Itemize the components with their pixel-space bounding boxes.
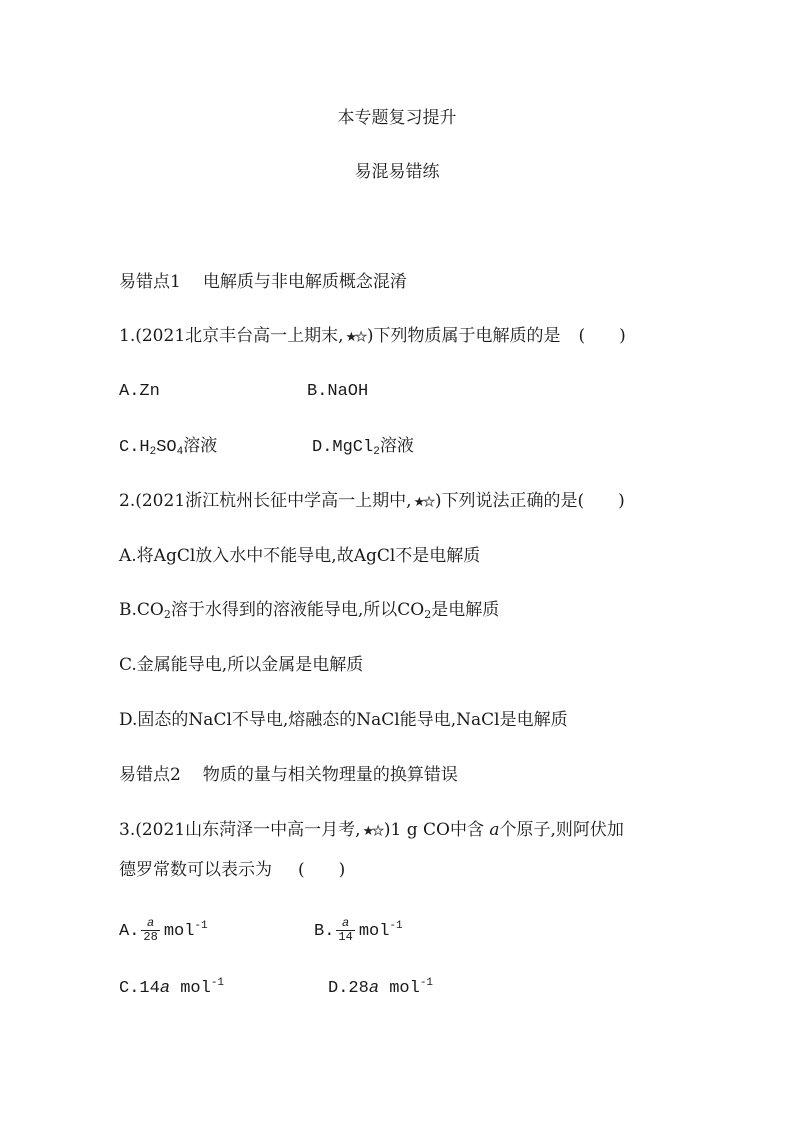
q3-option-b: B. $\frac{a}{14}$ mol$^{-1}$: [314, 916, 403, 945]
difficulty-stars-icon: ★★: [362, 824, 382, 839]
q1-option-d: D.MgCl$_2$溶液: [312, 436, 414, 458]
fraction: $\frac{a}{28}$: [143, 916, 158, 945]
q3-option-c: C.14a mol$^{-1}$: [119, 977, 225, 998]
question-2-stem: 2.(2021浙江杭州长征中学高一上期中, ★★ )下列说法正确的是( ): [119, 491, 625, 511]
difficulty-stars-icon: ★★: [413, 495, 433, 510]
section-heading-2: [119, 763, 458, 787]
q3-option-a: A. $\frac{a}{28}$ mol$^{-1}$: [119, 916, 208, 945]
question-3-stem-cont: 德罗常数可以表示为 ( ): [119, 860, 346, 880]
section-title: 物质的量与相关物理量的换算错误: [202, 765, 458, 785]
section-title: 电解质与非电解质概念混淆: [202, 272, 407, 292]
q3-option-d: D.28a mol$^{-1}$: [328, 977, 434, 998]
answer-bracket: ( ): [298, 860, 346, 880]
q1-option-c: $C.H_2SO_4$溶液: [119, 436, 218, 458]
q2-option-d: D.固态的NaCl不导电,熔融态的NaCl能导电,NaCl是电解质: [119, 710, 568, 730]
q2-option-b: $B.CO_2$溶于水得到的溶液能导电,所以$CO_2$是电解质: [119, 600, 500, 621]
q1-option-b: B.NaOH: [307, 382, 369, 401]
question-1-stem: 1.(2021北京丰台高一上期末, ★★ )下列物质属于电解质的是 ( ): [119, 326, 626, 346]
difficulty-stars-icon: ★★: [345, 330, 365, 345]
q1-option-a: A.Zn: [119, 382, 160, 401]
fraction: $\frac{a}{14}$: [338, 916, 353, 945]
section-label: 易错点2: [119, 765, 181, 785]
q2-option-a: A.将AgCl放入水中不能导电,故AgCl不是电解质: [119, 546, 481, 566]
question-3-stem: 3.(2021山东菏泽一中高一月考, ★★ )1 g CO中含 a个原子,则阿伏加: [119, 820, 624, 840]
section-label: 易错点1: [119, 272, 181, 292]
section-heading-1: [119, 270, 407, 294]
answer-bracket: ( ): [578, 326, 626, 346]
page-title: 本专题复习提升: [337, 108, 457, 128]
q2-option-c: C.金属能导电,所以金属是电解质: [119, 655, 364, 675]
page-subtitle: 易混易错练: [354, 162, 440, 182]
